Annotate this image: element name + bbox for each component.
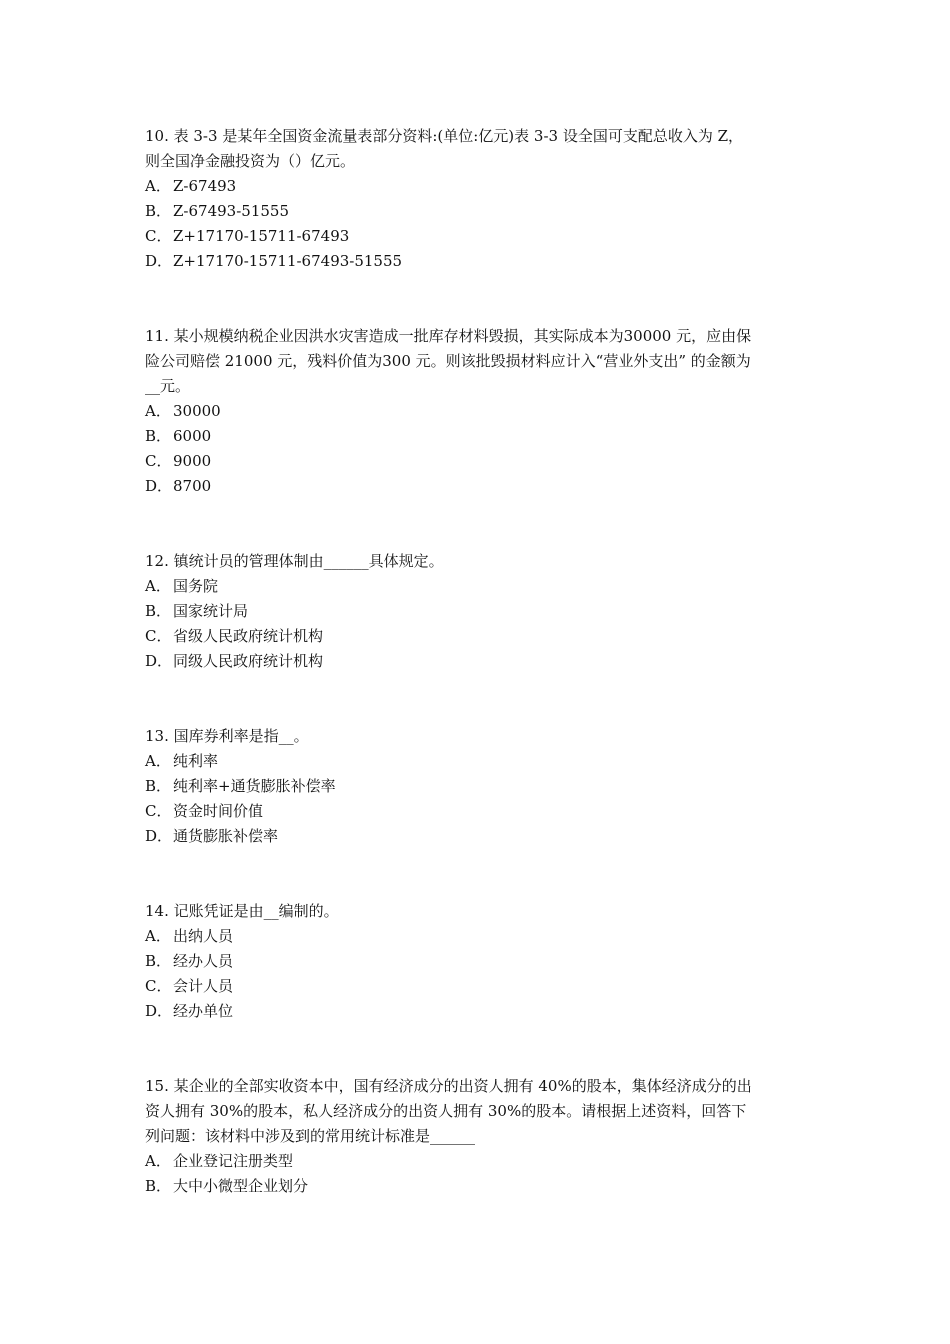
document-page bbox=[145, 124, 815, 1249]
option-b bbox=[145, 424, 815, 449]
option-letter: C． bbox=[145, 802, 172, 820]
question-text-line: 13. 国库券利率是指__。 bbox=[145, 727, 309, 745]
option-letter: D． bbox=[145, 652, 173, 670]
question-text-line: 险公司赔偿 21000 元，残料价值为300 元。则该批毁损材料应计入“营业外支出” 的金额为 bbox=[145, 352, 751, 370]
question-10 bbox=[145, 124, 815, 274]
option-text: Z-67493-51555 bbox=[173, 202, 289, 220]
option-letter: D． bbox=[145, 252, 173, 270]
option-text: 省级人民政府统计机构 bbox=[173, 627, 324, 645]
option-text: 纯利率+通货膨胀补偿率 bbox=[173, 777, 336, 795]
option-letter: A． bbox=[145, 927, 171, 945]
option-text: Z+17170-15711-67493 bbox=[173, 227, 350, 245]
option-a bbox=[145, 749, 815, 774]
option-text: 会计人员 bbox=[173, 977, 234, 995]
option-b bbox=[145, 199, 815, 224]
question-text-line: 资人拥有 30%的股本，私人经济成分的出资人拥有 30%的股本。请根据上述资料，回答下 bbox=[145, 1102, 747, 1120]
option-a bbox=[145, 924, 815, 949]
option-text: 经办人员 bbox=[173, 952, 234, 970]
option-c bbox=[145, 449, 815, 474]
option-c bbox=[145, 799, 815, 824]
option-text: 经办单位 bbox=[173, 1002, 234, 1020]
option-b bbox=[145, 599, 815, 624]
option-d bbox=[145, 999, 815, 1024]
option-letter: D． bbox=[145, 827, 173, 845]
option-a bbox=[145, 399, 815, 424]
question-14 bbox=[145, 899, 815, 1024]
option-text: 同级人民政府统计机构 bbox=[173, 652, 324, 670]
option-b bbox=[145, 774, 815, 799]
option-text: 国家统计局 bbox=[173, 602, 249, 620]
option-text: 9000 bbox=[173, 452, 212, 470]
option-a bbox=[145, 174, 815, 199]
option-letter: A． bbox=[145, 402, 171, 420]
option-letter: C． bbox=[145, 977, 172, 995]
option-letter: B． bbox=[145, 1177, 172, 1195]
option-c bbox=[145, 624, 815, 649]
option-letter: B． bbox=[145, 777, 172, 795]
option-d bbox=[145, 249, 815, 274]
question-text-line: 则全国净金融投资为（）亿元。 bbox=[145, 152, 356, 170]
option-letter: A． bbox=[145, 752, 171, 770]
option-d bbox=[145, 824, 815, 849]
option-text: 国务院 bbox=[173, 577, 219, 595]
option-text: 8700 bbox=[173, 477, 212, 495]
option-letter: D． bbox=[145, 1002, 173, 1020]
question-text-line: 11. 某小规模纳税企业因洪水灾害造成一批库存材料毁损，其实际成本为30000 元，应由保 bbox=[145, 327, 752, 345]
option-c bbox=[145, 974, 815, 999]
option-text: Z+17170-15711-67493-51555 bbox=[173, 252, 403, 270]
option-d bbox=[145, 474, 815, 499]
question-text-line: 列问题：该材料中涉及到的常用统计标准是______ bbox=[145, 1127, 476, 1145]
question-12 bbox=[145, 549, 815, 674]
option-letter: B． bbox=[145, 427, 172, 445]
option-text: Z-67493 bbox=[173, 177, 237, 195]
option-b bbox=[145, 1174, 815, 1199]
option-letter: B． bbox=[145, 952, 172, 970]
option-letter: C． bbox=[145, 227, 172, 245]
question-text-line: 10. 表 3-3 是某年全国资金流量表部分资料:(单位:亿元)表 3-3 设全国可支配总收入为 Z， bbox=[145, 127, 744, 145]
option-a bbox=[145, 1149, 815, 1174]
option-letter: A． bbox=[145, 1152, 171, 1170]
option-letter: C． bbox=[145, 627, 172, 645]
option-text: 资金时间价值 bbox=[173, 802, 264, 820]
option-d bbox=[145, 649, 815, 674]
option-text: 30000 bbox=[173, 402, 221, 420]
option-c bbox=[145, 224, 815, 249]
question-text-line: __元。 bbox=[145, 377, 191, 395]
option-letter: D． bbox=[145, 477, 173, 495]
option-b bbox=[145, 949, 815, 974]
question-text-line: 15. 某企业的全部实收资本中，国有经济成分的出资人拥有 40%的股本，集体经济成分的出 bbox=[145, 1077, 752, 1095]
option-text: 出纳人员 bbox=[173, 927, 234, 945]
question-text-line: 12. 镇统计员的管理体制由______具体规定。 bbox=[145, 552, 444, 570]
option-text: 6000 bbox=[173, 427, 212, 445]
question-11 bbox=[145, 324, 815, 499]
option-text: 企业登记注册类型 bbox=[173, 1152, 294, 1170]
question-15 bbox=[145, 1074, 815, 1199]
option-letter: A． bbox=[145, 177, 171, 195]
option-letter: A． bbox=[145, 577, 171, 595]
option-letter: B． bbox=[145, 602, 172, 620]
option-text: 大中小微型企业划分 bbox=[173, 1177, 309, 1195]
question-text-line: 14. 记账凭证是由__编制的。 bbox=[145, 902, 339, 920]
option-text: 通货膨胀补偿率 bbox=[173, 827, 279, 845]
option-letter: C． bbox=[145, 452, 172, 470]
option-letter: B． bbox=[145, 202, 172, 220]
question-13 bbox=[145, 724, 815, 849]
option-a bbox=[145, 574, 815, 599]
option-text: 纯利率 bbox=[173, 752, 219, 770]
